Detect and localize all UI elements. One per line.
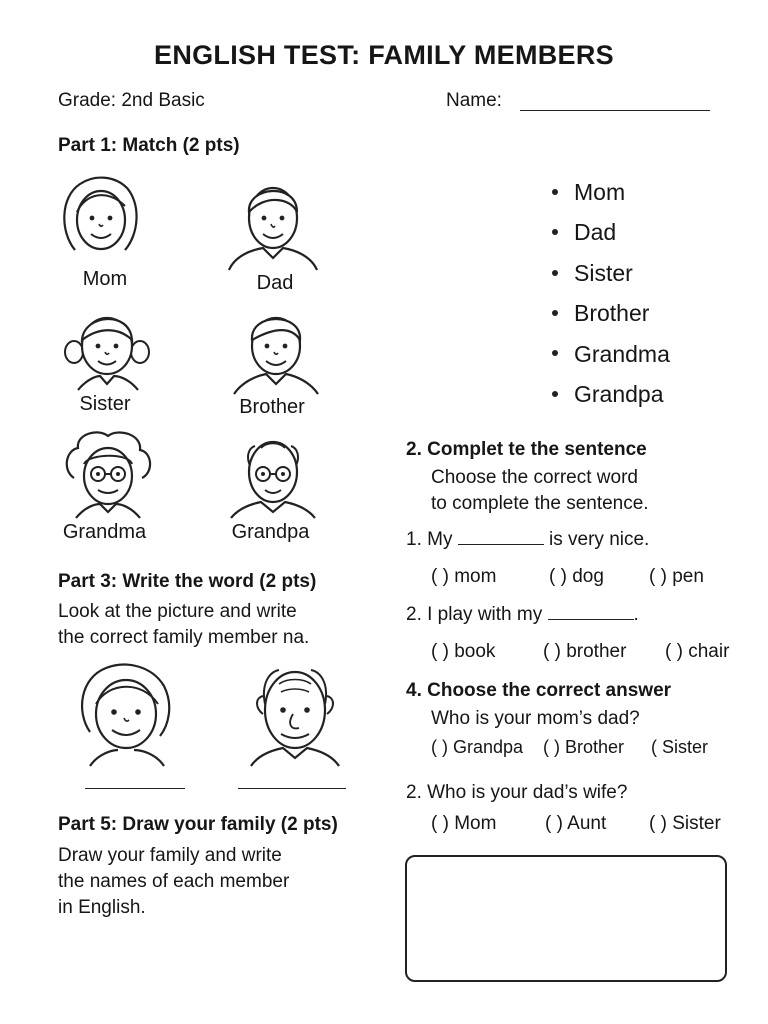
old-man-face-icon	[235, 658, 355, 768]
picture-label-brother: Brother	[239, 396, 305, 418]
option-checkbox[interactable]: ( ) pen	[649, 566, 704, 587]
answer-blank[interactable]	[458, 544, 544, 545]
option-checkbox[interactable]: ( ) dog	[549, 566, 604, 587]
option-checkbox[interactable]: ( ) book	[431, 641, 496, 662]
word-item: Mom	[552, 176, 670, 216]
question-4-2: 2. Who is your dad’s wife?	[406, 782, 628, 803]
option-checkbox[interactable]: ( ) Aunt	[545, 813, 607, 834]
options-4-2	[431, 813, 721, 835]
question-2-2: 2. I play with my .	[406, 604, 639, 625]
write-answer-line[interactable]	[238, 788, 346, 789]
page-title: ENGLISH TEST: FAMILY MEMBERS	[154, 40, 614, 70]
part5-instruction-2: the names of each member	[58, 871, 290, 892]
question-2-1: 1. My is very nice.	[406, 529, 650, 550]
grade-label: Grade: 2nd Basic	[58, 90, 205, 111]
grandpa-face-icon	[225, 426, 325, 520]
answer-blank[interactable]	[548, 619, 634, 620]
word-item: Sister	[552, 257, 670, 297]
picture-label-dad: Dad	[256, 272, 294, 294]
drawing-box[interactable]	[405, 855, 727, 982]
name-label: Name:	[446, 90, 502, 111]
part5-instruction-1: Draw your family and write	[58, 845, 282, 866]
part3-instruction-1: Look at the picture and write	[58, 601, 297, 622]
word-item: Brother	[552, 297, 670, 337]
brother-face-icon	[228, 300, 328, 396]
woman-face-icon	[72, 658, 182, 768]
option-checkbox[interactable]: ( ) mom	[431, 566, 497, 587]
part5-instruction-3: in English.	[58, 897, 146, 918]
option-checkbox[interactable]: ( ) Mom	[431, 813, 497, 834]
option-checkbox[interactable]: ( ) chair	[665, 641, 730, 662]
word-item: Grandpa	[552, 378, 670, 418]
part3-heading: Part 3: Write the word (2 pts)	[58, 571, 317, 592]
picture-label-grandpa: Grandpa	[231, 521, 310, 543]
question-4-1: Who is your mom’s dad?	[431, 708, 640, 729]
write-answer-line[interactable]	[85, 788, 185, 789]
part1-heading: Part 1: Match (2 pts)	[58, 135, 240, 156]
option-checkbox[interactable]: ( ) Grandpa	[431, 737, 524, 757]
option-checkbox[interactable]: ( ) Sister	[649, 813, 721, 834]
options-4-1	[431, 737, 708, 758]
part2-instruction-2: to complete the sentence.	[431, 493, 649, 514]
dad-face-icon	[225, 172, 325, 272]
part5-heading: Part 5: Draw your family (2 pts)	[58, 814, 338, 835]
options-2-1	[431, 566, 704, 588]
part2-instruction-1: Choose the correct word	[431, 467, 638, 488]
word-item: Dad	[552, 216, 670, 256]
part2-heading: 2. Complet te the sentence	[406, 439, 647, 460]
word-item: Grandma	[552, 338, 670, 378]
options-2-2	[431, 641, 729, 663]
option-checkbox[interactable]: ( ) Brother	[543, 737, 625, 757]
name-field[interactable]	[520, 110, 710, 111]
mom-face-icon	[55, 172, 145, 267]
part4-heading: 4. Choose the correct answer	[406, 680, 672, 701]
sister-face-icon	[58, 300, 158, 392]
word-list	[552, 176, 670, 418]
part3-instruction-2: the correct family member na.	[58, 627, 310, 648]
picture-label-mom: Mom	[82, 268, 128, 290]
picture-label-sister: Sister	[79, 393, 131, 415]
grandma-face-icon	[58, 426, 158, 520]
picture-label-grandma: Grandma	[62, 521, 147, 543]
option-checkbox[interactable]: ( Sister	[651, 737, 709, 757]
option-checkbox[interactable]: ( ) brother	[543, 641, 627, 662]
